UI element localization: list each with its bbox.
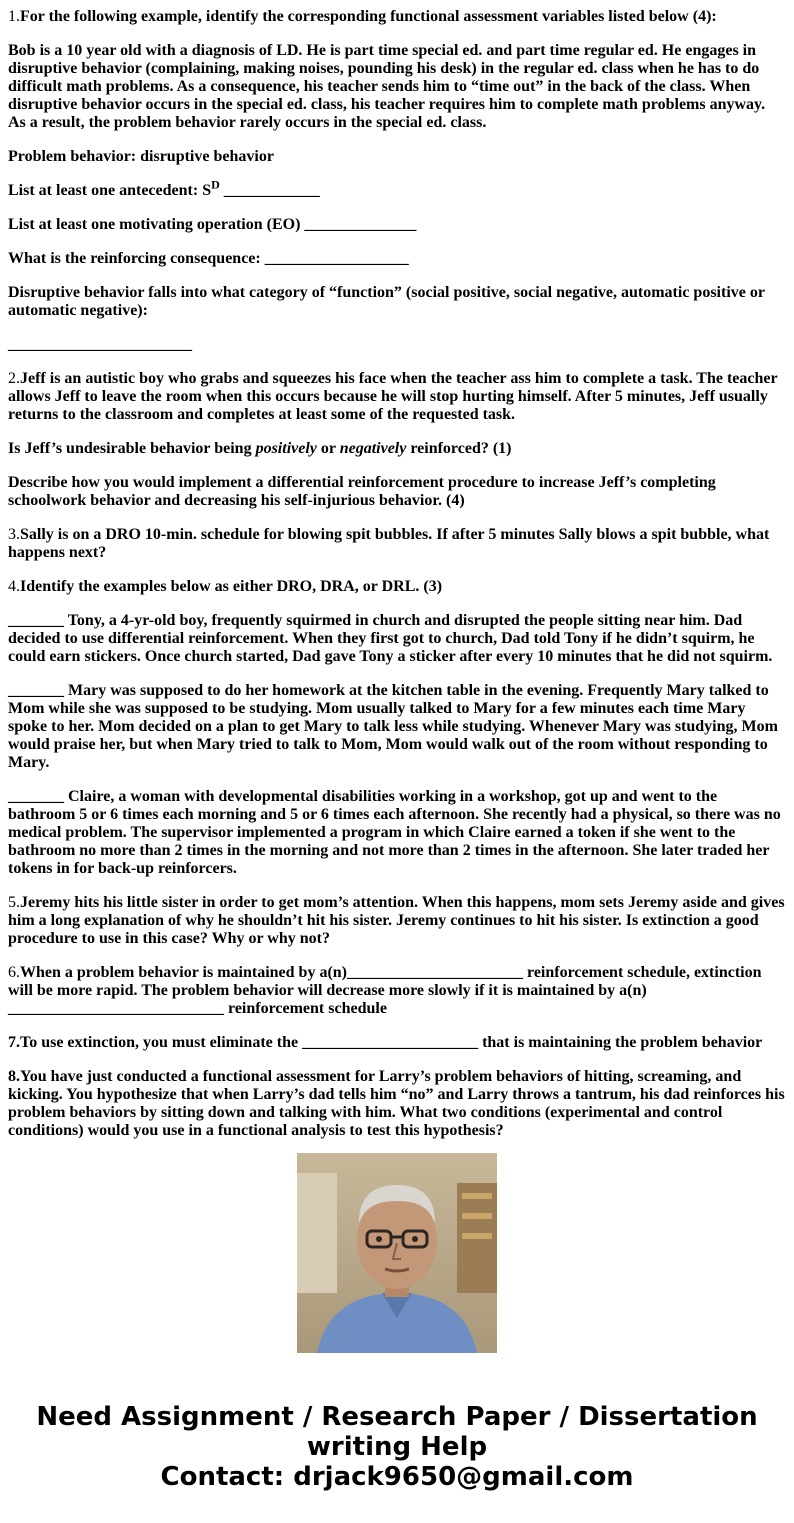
q1-function-question: Disruptive behavior falls into what category of “function” (social positive, social negative, automatic positive or automatic negative): <box>8 284 765 319</box>
q2-number: 2. <box>8 370 20 387</box>
sd-superscript: D <box>211 177 220 192</box>
q2-question-a: Is Jeff’s undesirable behavior being positively or negatively reinforced? (1) <box>8 440 512 457</box>
q5-text: 5.Jeremy hits his little sister in order to get mom’s attention. When this happens, mom sets Jeremy aside and gives him a long explanation of why he shouldn’t hit his sister. Jeremy continues to hit his sister. Is extinction a good procedure to use in this case? Why or why not? <box>8 894 785 947</box>
contact-banner <box>0 1402 794 1492</box>
q1-antecedent: List at least one antecedent: $S^D$ ____________ <box>8 177 320 199</box>
q8-text: 8.You have just conducted a functional assessment for Larry’s problem behaviors of hitting, screaming, and kicking. You hypothesize that when Larry’s dad tells him “no” and Larry throws a tantrum, his dad reinforces his problem behaviors by sitting down and talking with him. What two conditions (experimental and control conditions) would you use in a functional analysis to test this hypothesis? <box>8 1068 785 1139</box>
q1-number: 1. <box>8 8 20 25</box>
avatar <box>297 1153 497 1353</box>
document-body <box>8 8 786 1139</box>
q6-number: 6. <box>8 964 20 981</box>
q5-number: 5. <box>8 894 20 911</box>
q4-example-tony: _______ Tony, a 4-yr-old boy, frequently squirmed in church and disrupted the people sitting near him. Dad decided to use differential reinforcement. When they first got to church, Dad told Tony if he didn’t squirm, he could earn stickers. Once church started, Dad gave Tony a sticker after every 10 minutes that he did not squirm. <box>8 612 773 665</box>
banner-line-2: writing Help <box>306 1432 488 1462</box>
banner-line-1: Need Assignment / Research Paper / Dissertation <box>36 1402 758 1432</box>
avatar-portrait-image <box>297 1153 497 1353</box>
q4-example-claire: _______ Claire, a woman with developmental disabilities working in a workshop, got up and went to the bathroom 5 or 6 times each morning and 5 or 6 times each afternoon. She recently had a physical, so there was no medical problem. The supervisor implemented a program in which Claire earned a token if she went to the bathroom no more than 2 times in the morning and not more than 2 times in the afternoon. She later traded her tokens in for back-up reinforcers. <box>8 788 781 877</box>
q1-motivating-operation: List at least one motivating operation (EO) ______________ <box>8 216 417 233</box>
q3-number: 3. <box>8 526 20 543</box>
q4-number: 4. <box>8 578 20 595</box>
q1-problem-behavior: Problem behavior: disruptive behavior <box>8 148 274 165</box>
q6-text: 6.When a problem behavior is maintained by a(n)______________________ reinforcement schedule, extinction will be more rapid. The problem behavior will decrease more slowly if it is maintained by a(n) ___________________________ reinforcement schedule <box>8 964 762 1017</box>
q2-question-b: Describe how you would implement a differential reinforcement procedure to increase Jeff’s completing schoolwork behavior and decreasing his self-injurious behavior. (4) <box>8 474 716 509</box>
q4-example-mary: _______ Mary was supposed to do her homework at the kitchen table in the evening. Frequently Mary talked to Mom while she was supposed to be studying. Mom usually talked to Mary for a few minutes each time Mary spoke to her. Mom decided on a plan to get Mary to talk less while studying. Whenever Mary was studying, Mom would praise her, but when Mary tried to talk to Mom, Mom would walk out of the room without responding to Mary. <box>8 682 778 771</box>
q3-text: 3.Sally is on a DRO 10-min. schedule for blowing spit bubbles. If after 5 minutes Sally blows a spit bubble, what happens next? <box>8 526 770 561</box>
q1-consequence: What is the reinforcing consequence: __________________ <box>8 250 409 267</box>
q1-function-blank: _______________________ <box>8 336 192 353</box>
q7-text: 7.To use extinction, you must eliminate the ______________________ that is maintaining the problem behavior <box>8 1034 763 1051</box>
q1-prompt: 1.For the following example, identify the corresponding functional assessment variables listed below (4): <box>8 8 717 25</box>
q2-scenario: 2.Jeff is an autistic boy who grabs and squeezes his face when the teacher ass him to complete a task. The teacher allows Jeff to leave the room when this occurs because he will stop hurting himself. After 5 minutes, Jeff usually returns to the classroom and completes at least some of the requested task. <box>8 370 778 423</box>
banner-contact-email[interactable]: Contact: drjack9650@gmail.com <box>160 1462 634 1492</box>
q1-scenario: Bob is a 10 year old with a diagnosis of LD. He is part time special ed. and part time regular ed. He engages in disruptive behavior (complaining, making noises, pounding his desk) in the regular ed. class when he has to do difficult math problems. As a consequence, his teacher sends him to “time out” in the back of the class. When disruptive behavior occurs in the special ed. class, his teacher requires him to complete math problems anyway. As a result, the problem behavior rarely occurs in the special ed. class. <box>8 42 766 131</box>
q4-text: 4.Identify the examples below as either DRO, DRA, or DRL. (3) <box>8 578 443 595</box>
